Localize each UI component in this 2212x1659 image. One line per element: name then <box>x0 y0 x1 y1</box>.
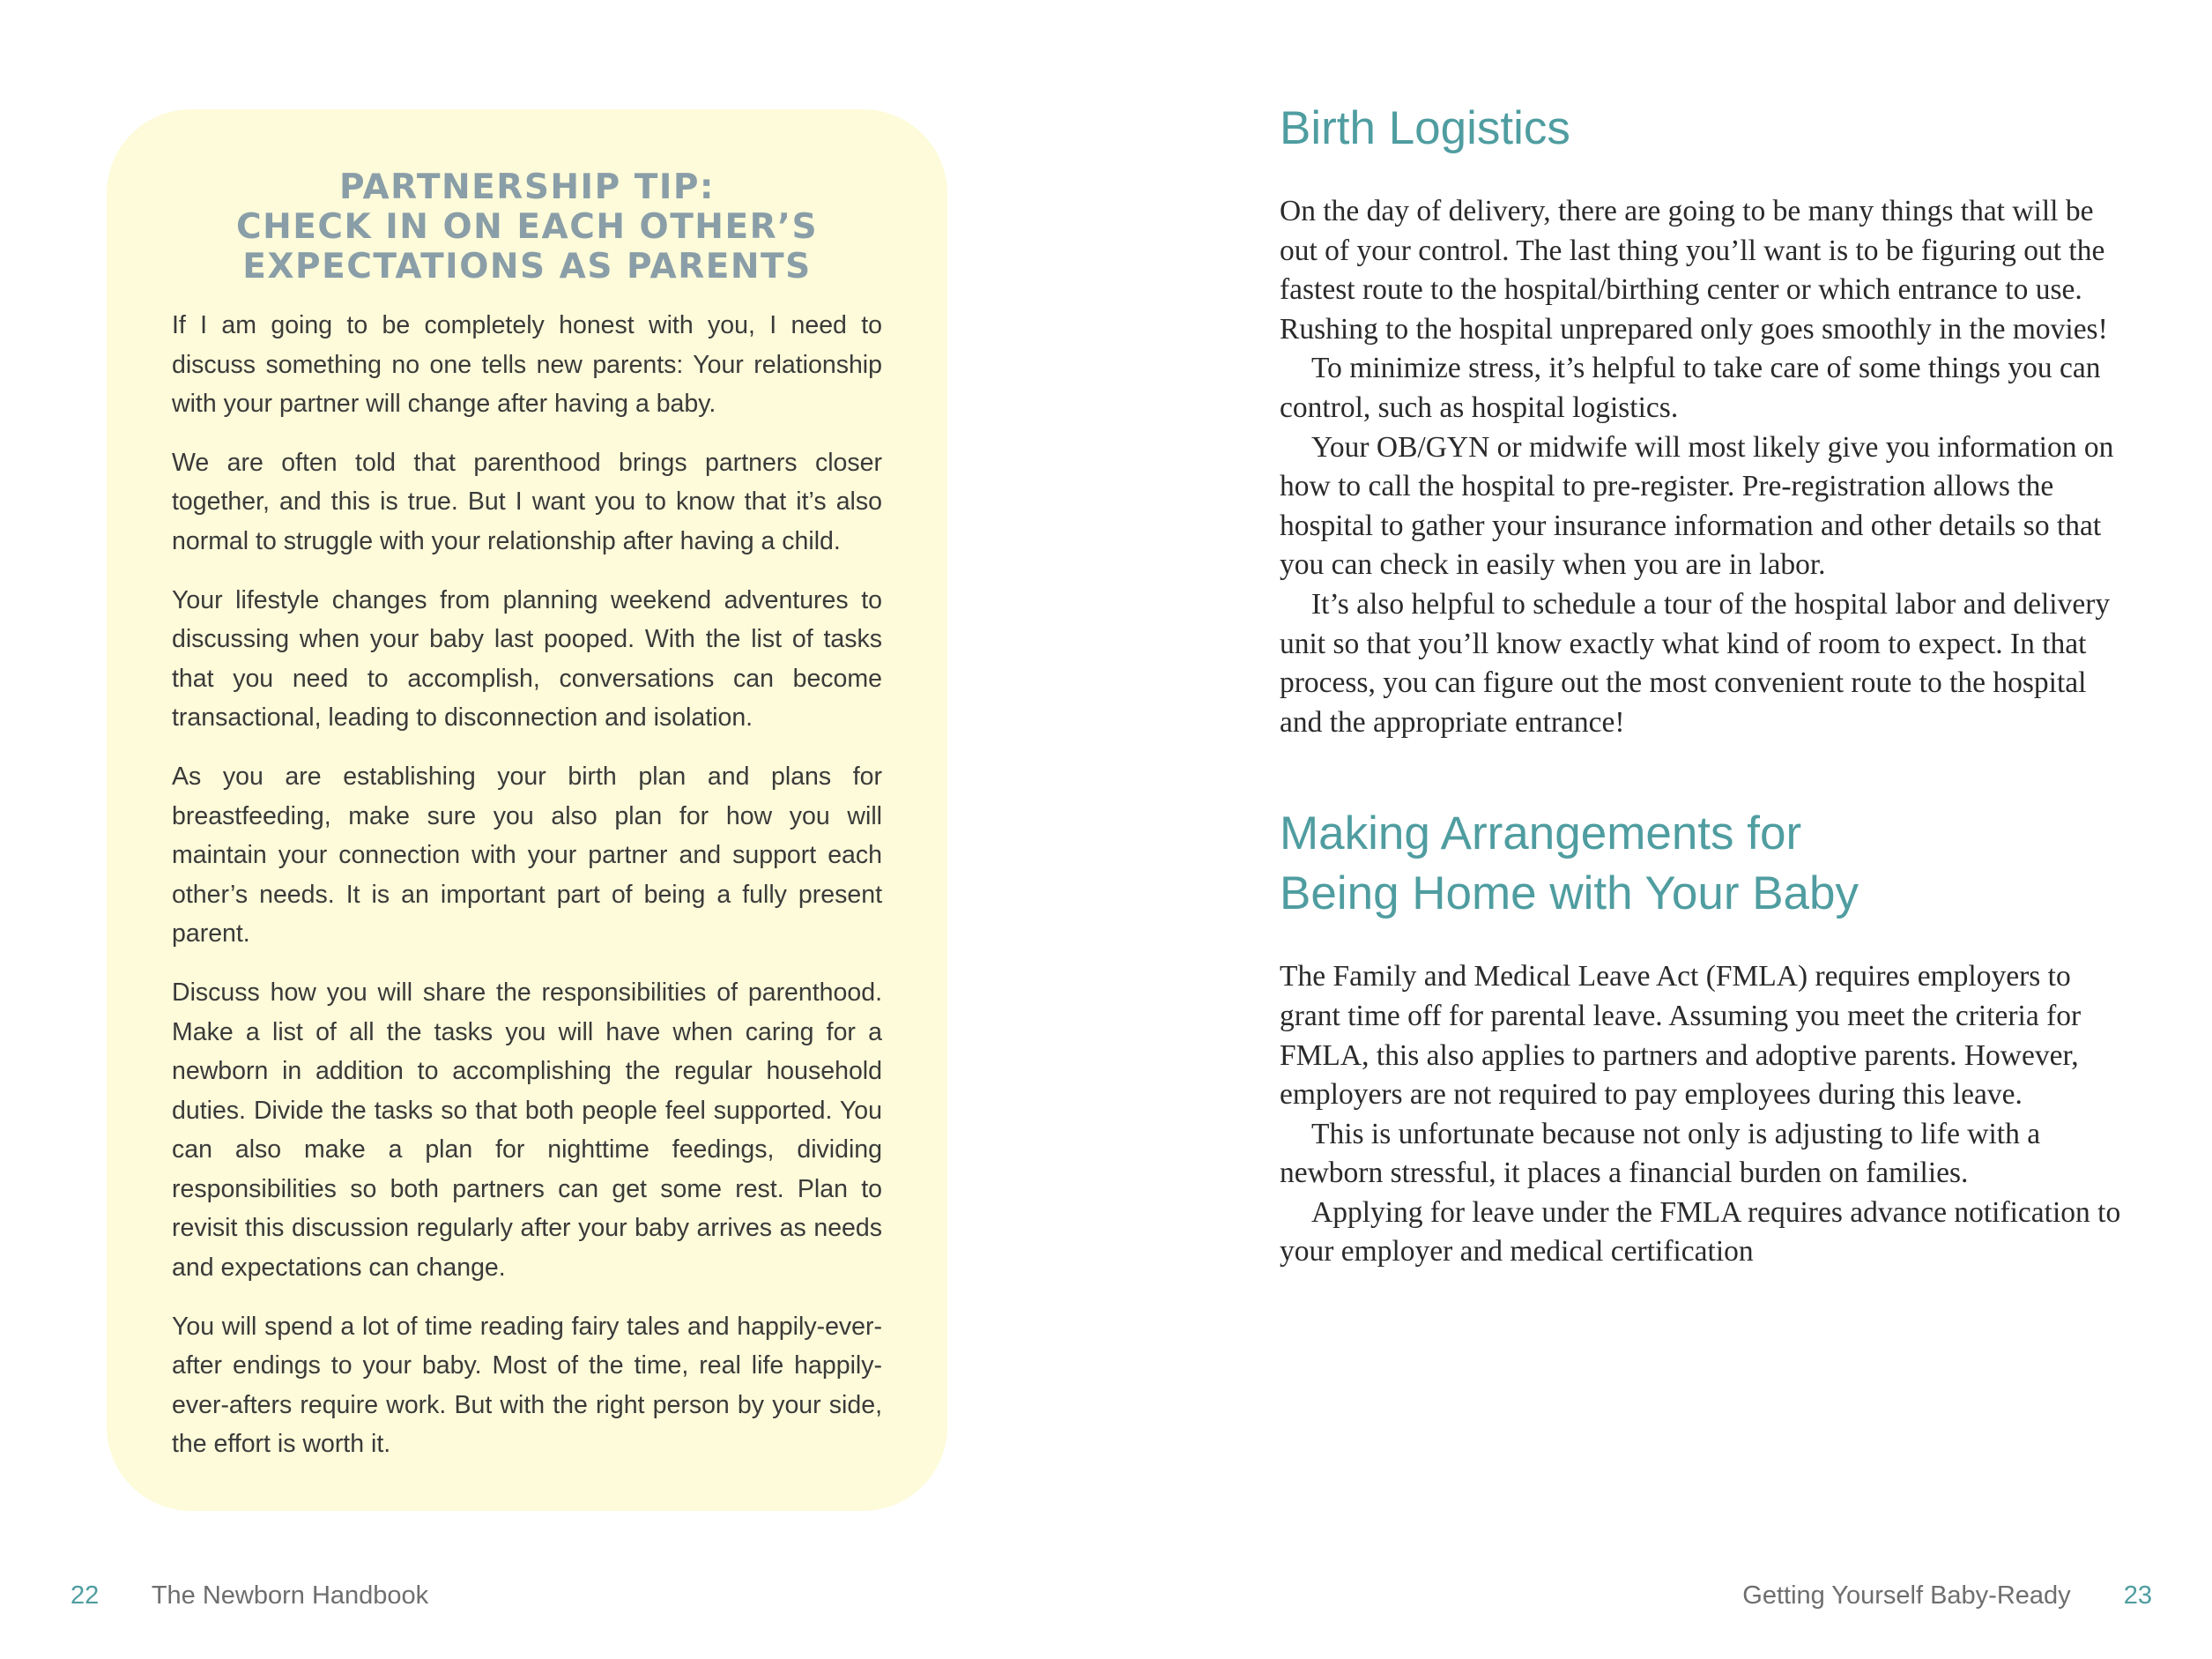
running-head-book-title: The Newborn Handbook <box>151 1581 429 1610</box>
right-page-footer <box>1742 1580 2152 1611</box>
running-head-chapter-title: Getting Yourself Baby-Ready <box>1742 1581 2071 1610</box>
heading-line: Making Arrangements for <box>1280 807 1802 860</box>
heading-line: Birth Logistics <box>1280 102 1570 154</box>
body-paragraph: Your OB/GYN or midwife will most likely give you information on how to call the hospital to pre-register. Pre-registration allows the hospital to gather your insurance information and other details so that you can check in easily when you are in labor. <box>1280 430 2114 582</box>
tip-paragraph: Discuss how you will share the responsibilities of parenthood. Make a list of all the tasks you will have when caring for a newborn in addition to accomplishing the regular household duties. Divide the tasks so that both people feel supported. You can also make a plan for nighttime feedings, dividing responsibilities so both partners can get some rest. Plan to revisit this discussion regularly after your baby arrives as needs and expectations can change. <box>172 978 882 1283</box>
heading-line: Being Home with Your Baby <box>1280 867 1859 920</box>
page-number-right: 23 <box>2123 1581 2152 1610</box>
section-heading-birth-logistics <box>1280 99 2126 159</box>
section-body-birth-logistics <box>1280 192 2126 742</box>
tip-paragraph: Your lifestyle changes from planning weekend adventures to discussing when your baby last pooped. With the list of tasks that you need to accomplish, conversations can become transactional, leading to disconnection and isolation. <box>172 585 882 733</box>
tip-paragraph: If I am going to be completely honest with you, I need to discuss something no one tells new parents: Your relationship with your partner will change after having a baby. <box>172 311 882 419</box>
right-page-content <box>1280 99 2126 1272</box>
body-paragraph: Applying for leave under the FMLA requires advance notification to your employer and medical certification <box>1280 1195 2121 1268</box>
section-heading-making-arrangements <box>1280 804 2126 924</box>
tip-heading <box>172 167 882 286</box>
tip-paragraph: We are often told that parenthood brings partners closer together, and this is true. But I want you to know that it’s also normal to struggle with your relationship after having a child. <box>172 448 882 555</box>
page-number-left: 22 <box>71 1581 100 1610</box>
tip-heading-line: PARTNERSHIP TIP: <box>338 167 716 207</box>
tip-paragraph: As you are establishing your birth plan and plans for breastfeeding, make sure you also plan for how you will maintain your connection with your partner and support each other’s needs. It is an important part of being a fully present parent. <box>172 762 882 949</box>
tip-paragraph: You will spend a lot of time reading fairy tales and happily-ever-after endings to your baby. Most of the time, real life happily-ever-afters require work. But with the right person by your side, the effort is worth it. <box>172 1312 882 1459</box>
body-paragraph: This is unfortunate because not only is adjusting to life with a newborn stressful, it places a financial burden on families. <box>1280 1117 2041 1190</box>
left-page-footer <box>71 1580 428 1611</box>
tip-heading-line: CHECK IN ON EACH OTHER’S <box>235 207 819 247</box>
partnership-tip-box <box>107 109 947 1511</box>
tip-heading-line: EXPECTATIONS AS PARENTS <box>242 247 812 286</box>
body-paragraph: The Family and Medical Leave Act (FMLA) requires employers to grant time off for parental leave. Assuming you meet the criteria for FMLA, this also applies to partners and adoptive parents. However, employers are not required to pay employees during this leave. <box>1280 960 2082 1112</box>
section-body-making-arrangements <box>1280 957 2126 1272</box>
body-paragraph: To minimize stress, it’s helpful to take care of some things you can control, such as hospital logistics. <box>1280 352 2101 424</box>
body-paragraph: It’s also helpful to schedule a tour of the hospital labor and delivery unit so that you’ll know exactly what kind of room to expect. In that process, you can figure out the most convenient route to the hospital and the appropriate entrance! <box>1280 587 2111 739</box>
body-paragraph: On the day of delivery, there are going to be many things that will be out of your control. The last thing you’ll want is to be figuring out the fastest route to the hospital/birthing center or which entrance to use. Rushing to the hospital unprepared only goes smoothly in the movies! <box>1280 195 2108 346</box>
